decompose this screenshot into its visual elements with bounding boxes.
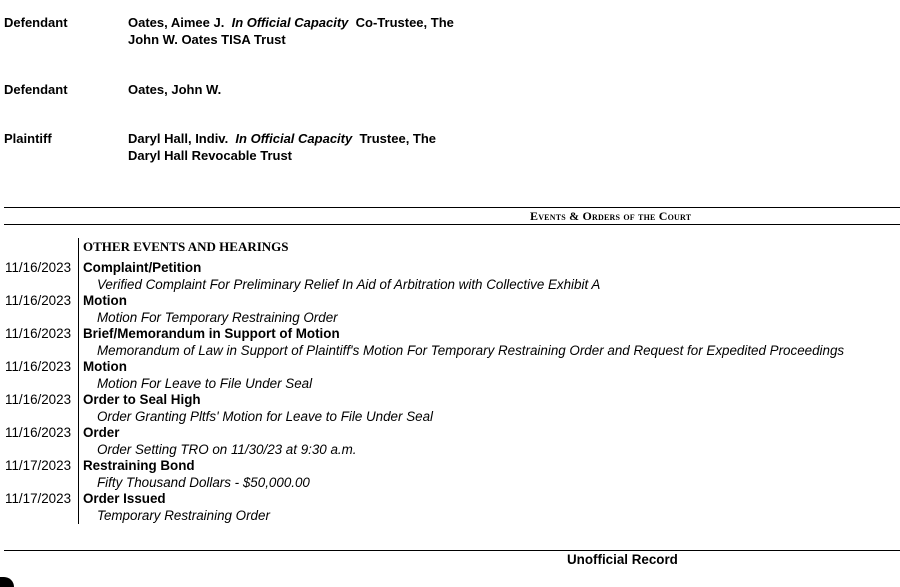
party-role: Defendant [4, 82, 68, 97]
party-capacity: In Official Capacity [231, 15, 349, 30]
event-description: Memorandum of Law in Support of Plaintiff's Motion For Temporary Restraining Order and Request for Expedited Proceedings [97, 343, 845, 358]
event-date: 11/16/2023 [5, 260, 72, 275]
party-role: Defendant [4, 15, 68, 30]
event-type: Brief/Memorandum in Support of Motion [83, 326, 340, 341]
party-capacity: In Official Capacity [235, 131, 353, 146]
event-row [0, 326, 900, 359]
event-description: Motion For Temporary Restraining Order [97, 310, 338, 325]
event-type: Order [83, 425, 120, 440]
events-heading: OTHER EVENTS AND HEARINGS [83, 239, 289, 254]
event-date: 11/16/2023 [5, 359, 72, 374]
event-date: 11/16/2023 [5, 293, 72, 308]
event-date: 11/16/2023 [5, 326, 72, 341]
party-name-prefix: Oates, John W. [128, 82, 222, 97]
event-description: Fifty Thousand Dollars - $50,000.00 [97, 475, 310, 490]
event-date: 11/17/2023 [5, 491, 72, 506]
event-date: 11/16/2023 [5, 392, 72, 407]
event-description: Order Granting Pltfs' Motion for Leave to File Under Seal [97, 409, 433, 424]
event-date: 11/17/2023 [5, 458, 72, 473]
party-title-line2: John W. Oates TISA Trust [128, 32, 286, 47]
party-name-prefix: Oates, Aimee J. [128, 15, 225, 30]
window-corner [0, 577, 14, 587]
event-description: Temporary Restraining Order [97, 508, 270, 523]
party-title-line1: Trustee, The [359, 131, 437, 146]
event-type: Restraining Bond [83, 458, 195, 473]
event-description: Verified Complaint For Preliminary Relief In Aid of Arbitration with Collective Exhibit A [97, 277, 601, 292]
party-title-line2: Daryl Hall Revocable Trust [128, 148, 293, 163]
event-row [0, 260, 900, 293]
party-title-line1: Co-Trustee, The [355, 15, 454, 30]
party-role: Plaintiff [4, 131, 52, 146]
event-type: Motion [83, 359, 127, 374]
footer-divider [4, 550, 900, 551]
section-divider-bottom [4, 224, 900, 225]
party-name [128, 81, 548, 98]
party-name-prefix: Daryl Hall, Indiv. [128, 131, 229, 146]
event-type: Complaint/Petition [83, 260, 202, 275]
event-row [0, 458, 900, 491]
event-type: Order Issued [83, 491, 166, 506]
event-date: 11/16/2023 [5, 425, 72, 440]
events-list [0, 260, 900, 524]
event-row [0, 491, 900, 524]
event-type: Motion [83, 293, 127, 308]
unofficial-record-label: Unofficial Record [567, 552, 678, 567]
event-row [0, 359, 900, 392]
event-row [0, 293, 900, 326]
event-description: Motion For Leave to File Under Seal [97, 376, 313, 391]
event-description: Order Setting TRO on 11/30/23 at 9:30 a.m. [97, 442, 357, 457]
section-divider-top [4, 207, 900, 208]
party-name [128, 130, 548, 164]
event-row [0, 425, 900, 458]
event-type: Order to Seal High [83, 392, 201, 407]
event-row [0, 392, 900, 425]
party-name [128, 14, 548, 48]
section-title: Events & Orders of the Court [530, 209, 692, 223]
